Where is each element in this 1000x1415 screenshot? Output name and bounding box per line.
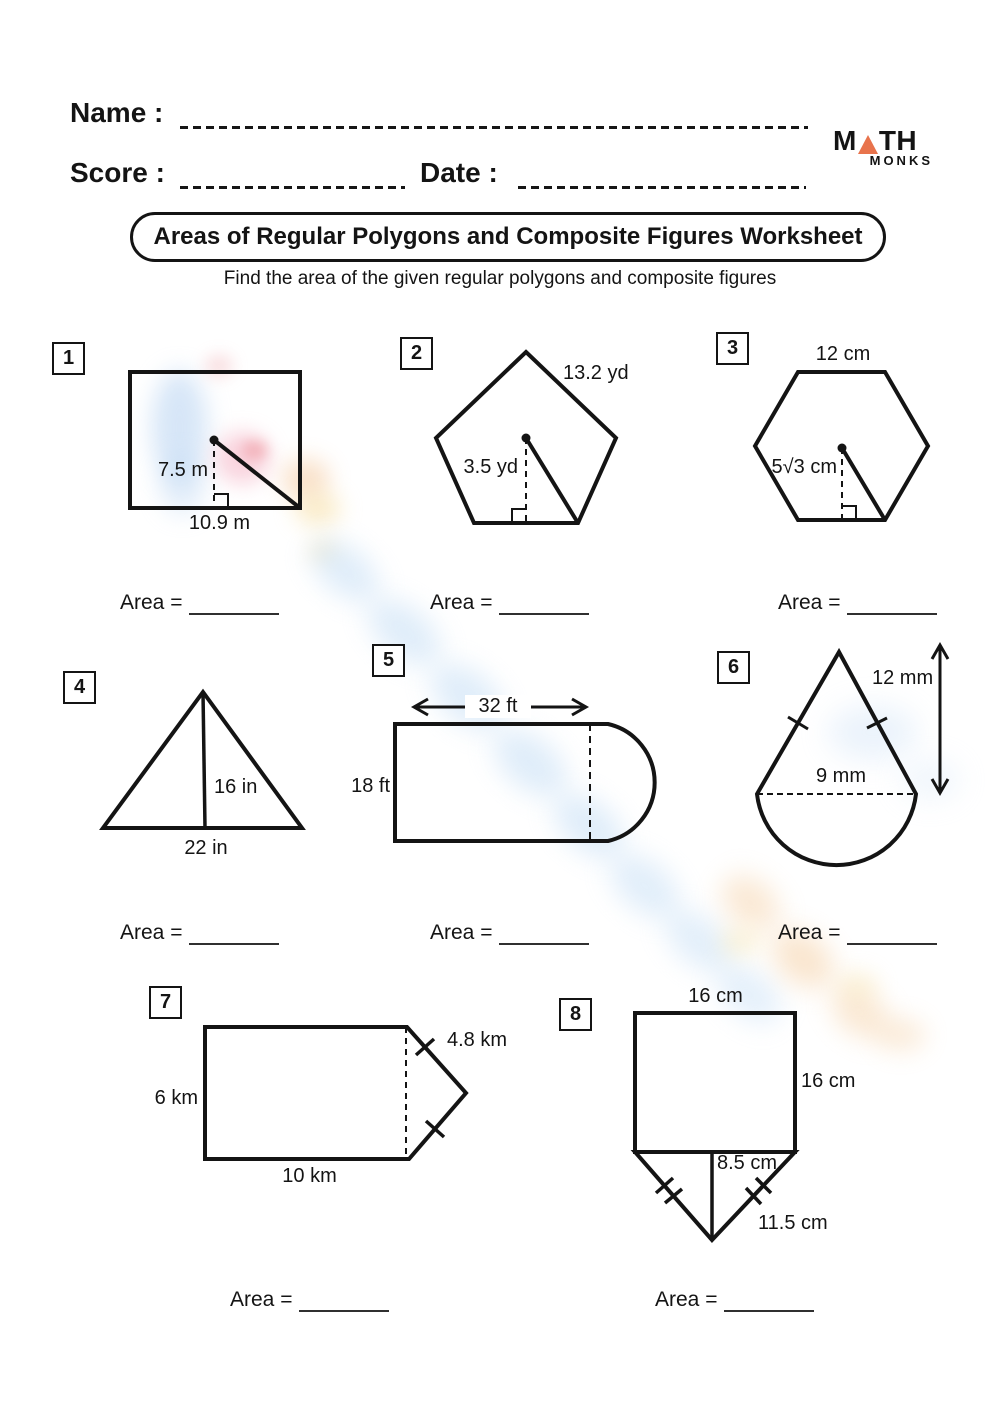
watermark-blob — [720, 928, 760, 956]
problem-1-number: 1 — [52, 342, 85, 375]
area-answer-1 — [120, 591, 279, 615]
side-label: 12 cm — [815, 343, 871, 365]
problem-1-figure — [120, 360, 320, 535]
apothem-label: 3.5 yd — [463, 456, 518, 478]
worksheet-instructions: Find the area of the given regular polygons and composite figures — [223, 268, 777, 289]
slant-label: 4.8 km — [447, 1029, 508, 1051]
problem-8-number: 8 — [559, 998, 592, 1031]
area-blank-line — [499, 593, 589, 615]
area-answer-4 — [120, 921, 279, 945]
area-label: Area = — [430, 591, 493, 614]
area-answer-2 — [430, 591, 589, 615]
right-angle-marker — [214, 494, 228, 508]
area-answer-3 — [778, 591, 937, 615]
logo-text-th: TH — [878, 125, 918, 156]
problem-7-figure — [195, 1015, 485, 1170]
radius-line — [526, 438, 578, 523]
math-monks-logo — [833, 127, 933, 168]
problem-7-number: 7 — [149, 986, 182, 1019]
problem-5-figure — [390, 695, 680, 860]
area-label: Area = — [778, 921, 841, 944]
area-blank-line — [189, 923, 279, 945]
area-label: Area = — [230, 1288, 293, 1311]
base-label: 10 km — [282, 1165, 337, 1187]
area-answer-8 — [655, 1288, 814, 1312]
diameter-label: 9 mm — [816, 765, 866, 787]
worksheet-title-box — [130, 212, 886, 262]
height-label: 12 mm — [872, 667, 934, 689]
triangle-height-label: 8.5 cm — [717, 1152, 778, 1174]
area-blank-line — [189, 593, 279, 615]
area-label: Area = — [120, 921, 183, 944]
area-blank-line — [724, 1290, 814, 1312]
radius-line — [842, 448, 885, 520]
rectangle-semicircle-shape — [395, 724, 655, 841]
area-blank-line — [847, 923, 937, 945]
top-side-label: 16 cm — [688, 985, 743, 1007]
problem-2-number: 2 — [400, 337, 433, 370]
logo-triangle-icon — [858, 135, 878, 154]
area-answer-7 — [230, 1288, 389, 1312]
worksheet-title: Areas of Regular Polygons and Composite Figures Worksheet — [153, 223, 863, 250]
area-blank-line — [499, 923, 589, 945]
square-shape — [635, 1013, 795, 1152]
height-line — [203, 692, 205, 828]
height-label: 6 km — [154, 1087, 198, 1109]
area-label: Area = — [655, 1288, 718, 1311]
right-side-label: 16 cm — [801, 1070, 856, 1092]
area-answer-5 — [430, 921, 589, 945]
side-label: 13.2 yd — [563, 362, 629, 384]
name-label: Name : — [70, 97, 164, 128]
watermark-blob — [838, 972, 878, 998]
area-blank-line — [847, 593, 937, 615]
area-answer-6 — [778, 921, 937, 945]
problem-3-figure — [735, 340, 945, 535]
triangle-slant-label: 11.5 cm — [758, 1212, 828, 1234]
height-label: 16 in — [214, 776, 258, 798]
problem-3-number: 3 — [716, 332, 749, 365]
base-label: 22 in — [184, 837, 228, 859]
watermark-blob — [876, 1018, 926, 1052]
problem-4-number: 4 — [63, 671, 96, 704]
tick-mark — [788, 717, 808, 729]
name-blank-line — [180, 126, 808, 129]
date-label: Date : — [420, 157, 498, 188]
right-angle-marker — [512, 509, 526, 523]
logo-text-m: M — [833, 125, 857, 156]
radius-line — [214, 440, 300, 508]
logo-wordmark — [833, 127, 933, 155]
date-blank-line — [518, 186, 806, 189]
height-label: 18 ft — [351, 775, 390, 797]
area-label: Area = — [778, 591, 841, 614]
area-label: Area = — [430, 921, 493, 944]
base-label: 10.9 m — [188, 512, 251, 534]
area-blank-line — [299, 1290, 389, 1312]
score-blank-line — [180, 186, 405, 189]
problem-6-number: 6 — [717, 651, 750, 684]
width-label: 32 ft — [465, 695, 531, 718]
area-label: Area = — [120, 591, 183, 614]
score-label: Score : — [70, 157, 165, 188]
right-angle-marker — [842, 506, 856, 520]
problem-4-figure — [90, 680, 320, 840]
apothem-label: 7.5 m — [157, 459, 208, 481]
apothem-label: 5√3 cm — [771, 456, 837, 478]
logo-subtext: MONKS — [869, 153, 933, 168]
problem-5-number: 5 — [372, 644, 405, 677]
